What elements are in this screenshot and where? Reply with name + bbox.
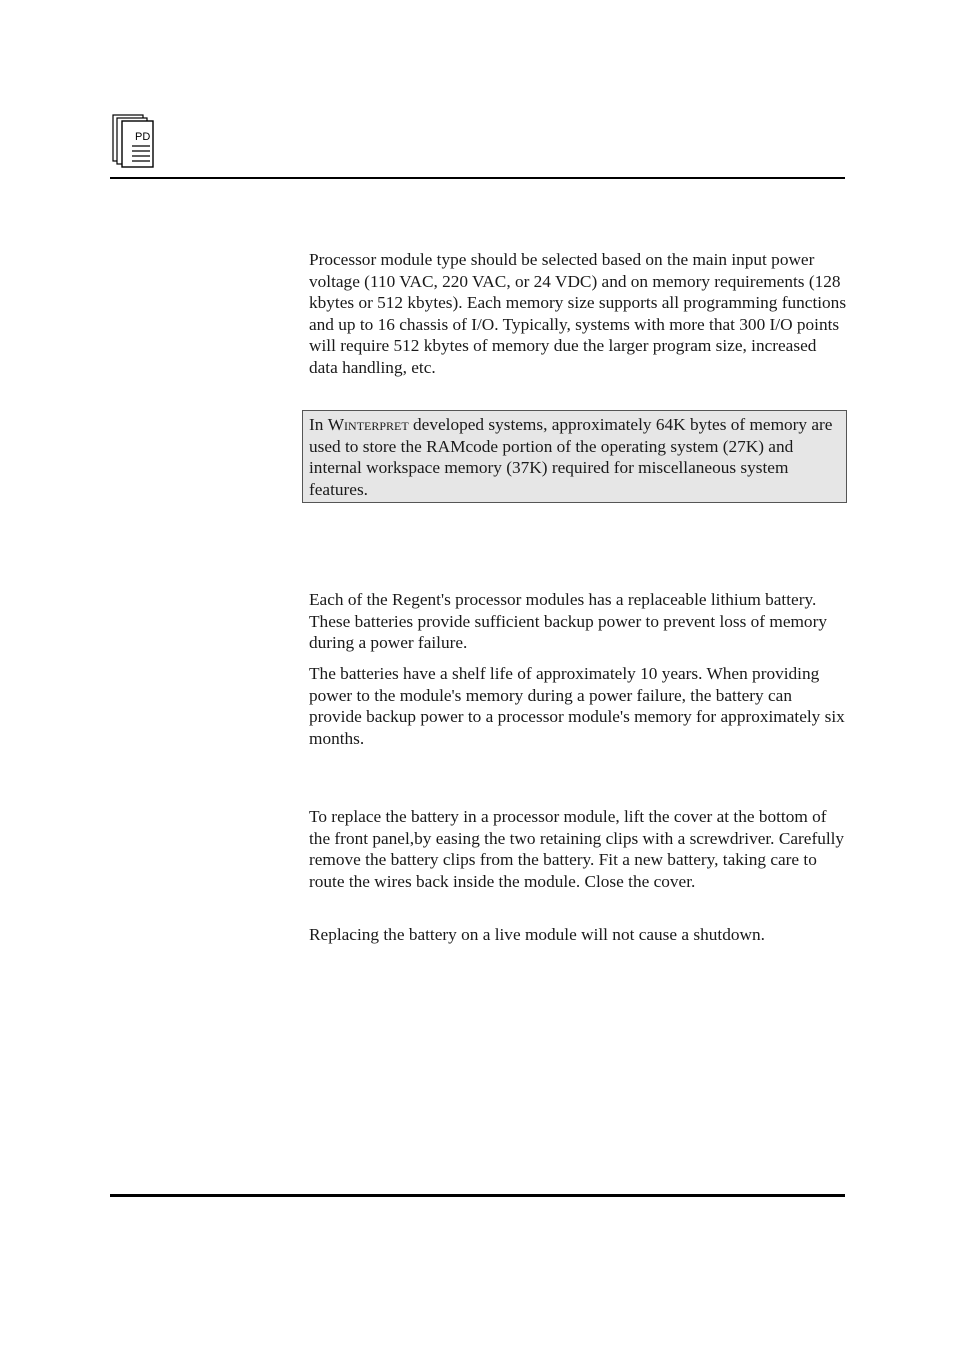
pd-document-stack-icon	[112, 114, 156, 170]
processor-selection-paragraph: Processor module type should be selected based on the main input power voltage (110 VAC, 220 VAC, or 24 VDC) and on memory requirements (128 kbytes or 512 kbytes). Each memory size supports all programming functions and up to 16 chassis of I/O. Typically, systems with more that 300 I/O points will require 512 kbytes of memory due the larger program size, increased data handling, etc.	[309, 250, 847, 377]
note-prefix: In	[309, 415, 328, 434]
winterpret-brand: Winterpret	[327, 415, 409, 434]
battery-live-paragraph: Replacing the battery on a live module will not cause a shutdown.	[309, 925, 765, 944]
note-text: developed systems, approximately 64K bytes of memory are used to store the RAMcode portion of the operating system (27K) and internal workspace memory (37K) required for miscellaneous system features.	[309, 415, 833, 499]
footer-rule	[110, 1194, 845, 1197]
header-rule	[110, 177, 845, 179]
battery-replace-paragraph: To replace the battery in a processor module, lift the cover at the bottom of the front panel,by easing the two retaining clips with a screwdriver. Carefully remove the battery clips from the battery. Fit a new battery, taking care to route the wires back inside the module. Close the cover.	[309, 807, 845, 891]
memory-note-box	[302, 410, 847, 503]
pd-icon-label: PD	[135, 131, 151, 143]
battery-life-paragraph: The batteries have a shelf life of approximately 10 years. When providing power to the module's memory during a power failure, the battery can provide backup power to a processor module's memory for approximately six months.	[309, 664, 845, 748]
battery-intro-paragraph: Each of the Regent's processor modules has a replaceable lithium battery. These batteries provide sufficient backup power to prevent loss of memory during a power failure.	[309, 590, 827, 653]
